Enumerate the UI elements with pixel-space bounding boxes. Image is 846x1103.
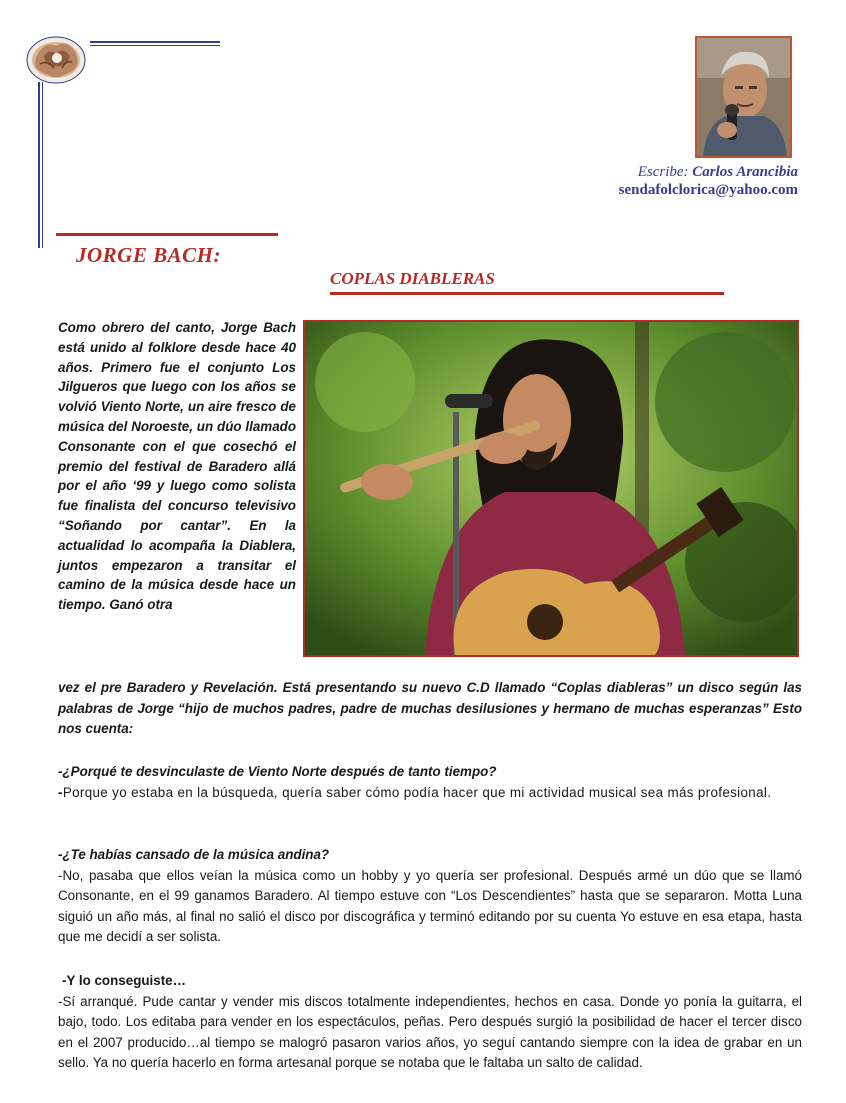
side-rule bbox=[38, 82, 40, 248]
byline bbox=[619, 163, 798, 199]
interview-item bbox=[58, 971, 802, 1074]
corner-rule bbox=[90, 41, 220, 43]
interview-question: -Y lo conseguiste… bbox=[62, 973, 187, 988]
flower-ornament-icon bbox=[26, 34, 88, 84]
interview-item bbox=[58, 845, 802, 948]
author-name: Carlos Arancibia bbox=[692, 164, 798, 180]
article-title: JORGE BACH: bbox=[76, 243, 221, 267]
corner-rule bbox=[90, 45, 220, 46]
interview-question: -¿Porqué te desvinculaste de Viento Norte después de tanto tiempo? bbox=[58, 764, 497, 779]
article-subtitle: COPLAS DIABLERAS bbox=[330, 269, 495, 288]
side-rule bbox=[42, 82, 43, 248]
interview-answer: -Sí arranqué. Pude cantar y vender mis discos totalmente independientes, hechos en casa. Donde yo ponía la guitarra, el bajo, todo. Los editaba para vender en los espectáculos, peñas. Pero después surgió la posibilidad de hacer el tercer disco en el 2007 producido…al tiempo se malogró pasaron varios años, yo seguí cantando siempre con la idea de grabar en un sello. Ya no quería hacerlo en forma artesanal porque se notaba que le faltaba un salto de calidad. bbox=[58, 993, 802, 1070]
byline-label: Escribe: bbox=[637, 164, 689, 180]
author-email: sendafolclorica@yahoo.com bbox=[618, 182, 798, 198]
interview-question: -¿Te habías cansado de la música andina? bbox=[58, 847, 330, 862]
intro-paragraph: Como obrero del canto, Jorge Bach está unido al folklore desde hace 40 años. Primero fue el conjunto Los Jilgueros que luego con los años se volvió Viento Norte, un aire fresco de música del Noroeste, un dúo llamado Consonante con el que cosechó el premio del festival de Baradero allá por el año ‘99 y luego como solista fue finalista del concurso televisivo “Soñando por cantar”. En la actualidad lo acompaña la Diablera, juntos empezaron a transitar el camino de la música desde hace un tiempo. Ganó otra bbox=[58, 320, 296, 613]
interview-answer: -No, pasaba que ellos veían la música como un hobby y yo quería ser profesional. Después armé un dúo que se llamó Consonante, en el 99 ganamos Baradero. Al tiempo estuve con “Los Descendientes” hasta que se separaron. Motta Luna siguió un año más, al final no salió el disco por discográfica y terminó editando por su cuenta Yo estuve en esa etapa, hasta que me decidí a ser solista. bbox=[58, 867, 802, 944]
interview-answer bbox=[58, 783, 802, 804]
answer-text: Porque yo estaba en la búsqueda, quería saber cómo podía hacer que mi actividad musical sea más profesional. bbox=[62, 784, 772, 800]
intro-continued-paragraph: vez el pre Baradero y Revelación. Está presentando su nuevo C.D llamado “Coplas diableras” un disco según las palabras de Jorge “hijo de muchos padres, padre de muchas desilusiones y hermano de muchas esperanzas” Esto nos cuenta: bbox=[58, 680, 802, 736]
answer-dash: - bbox=[58, 784, 63, 800]
author-photo bbox=[695, 36, 792, 158]
subtitle-rule bbox=[330, 292, 724, 295]
interview-item bbox=[58, 762, 802, 803]
title-rule bbox=[56, 233, 278, 236]
musician-photo bbox=[303, 320, 799, 657]
